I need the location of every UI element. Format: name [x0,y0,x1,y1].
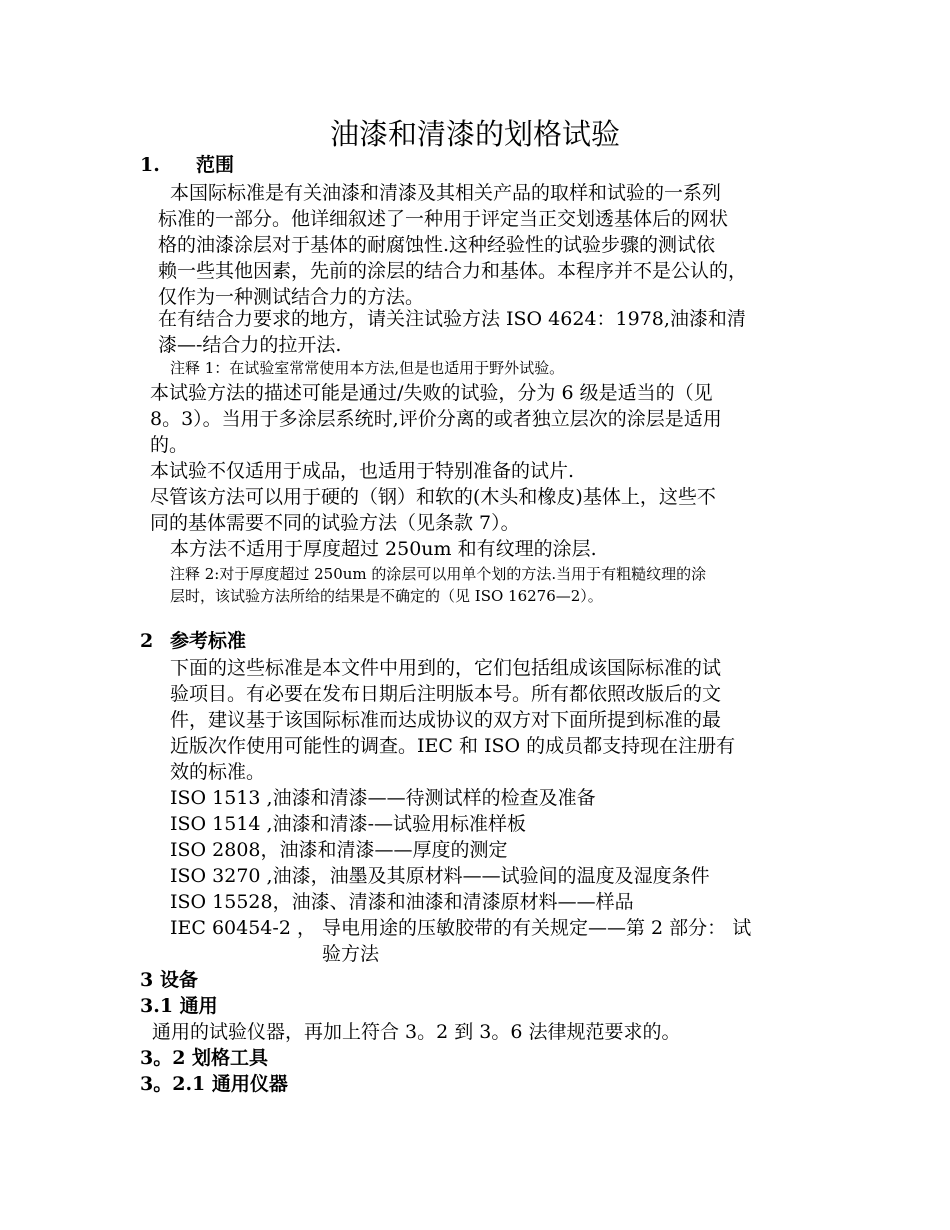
section1-number: 1. [140,154,160,176]
section1-para1-line: 本国际标准是有关油漆和清漆及其相关产品的取样和试验的一系列 [170,182,722,204]
section2-intro-line: 件，建议基于该国际标准而达成协议的双方对下面所提到标准的最 [170,709,722,731]
section1-note1: 注释 1：在试验室常常使用本方法,但是也适用于野外试验。 [170,359,565,377]
document-title: 油漆和清漆的划格试验 [329,117,620,151]
reference-item: ISO 1513 ,油漆和清漆——待测试样的检查及准备 [170,787,596,809]
section2-intro-line: 下面的这些标准是本文件中用到的，它们包括组成该国际标准的试 [170,657,722,679]
section2-number: 2 [140,630,154,652]
section1-note2-line: 注释 2:对于厚度超过 250um 的涂层可以用单个划的方法.当用于有粗糙纹理的涂 [170,565,707,583]
section1-para1-line: 格的油漆涂层对于基体的耐腐蚀性.这种经验性的试验步骤的测试依 [158,234,716,256]
section1-para1-line: 标准的一部分。他详细叙述了一种用于评定当正交划透基体后的网状 [158,208,729,230]
section1-para5-line: 同的基体需要不同的试验方法（见条款 7）。 [150,512,520,534]
section1-para6: 本方法不适用于厚度超过 250um 和有纹理的涂层. [170,538,597,560]
section1-para2-line: 在有结合力要求的地方，请关注试验方法 ISO 4624：1978,油漆和清 [158,308,746,330]
reference-item-continuation: 验方法 [322,943,380,965]
section1-para3-line: 8。3）。当用于多涂层系统时,评价分离的或者独立层次的涂层是适用 [150,408,722,430]
section1-heading: 范围 [196,154,235,176]
reference-item: ISO 15528，油漆、清漆和油漆和清漆原材料——样品 [170,891,634,913]
section3-heading: 3 设备 [140,969,198,991]
section1-para1-line: 仅作为一种测试结合力的方法。 [158,286,425,308]
section1-para1-line: 赖一些其他因素，先前的涂层的结合力和基体。本程序并不是公认的， [158,260,748,282]
reference-item: ISO 3270 ,油漆，油墨及其原材料——试验间的温度及湿度条件 [170,865,710,887]
section1-para2-line: 漆—-结合力的拉开法. [158,334,342,356]
section1-para5-line: 尽管该方法可以用于硬的（钢）和软的(木头和橡皮)基体上，这些不 [150,486,716,508]
reference-item: IEC 60454-2 ， 导电用途的压敏胶带的有关规定——第 2 部分： 试 [170,917,752,939]
section1-note2-line: 层时，该试验方法所给的结果是不确定的（见 ISO 16276—2）。 [170,587,603,605]
reference-item: ISO 1514 ,油漆和清漆-—试验用标准样板 [170,813,526,835]
reference-item: ISO 2808，油漆和清漆——厚度的测定 [170,839,508,861]
section1-para3-line: 本试验方法的描述可能是通过/失败的试验，分为 6 级是适当的（见 [150,382,713,404]
section2-intro-line: 近版次作使用可能性的调查。IEC 和 ISO 的成员都支持现在注册有 [170,735,736,757]
section2-intro-line: 验项目。有必要在发布日期后注明版本号。所有都依照改版后的文 [170,683,722,705]
section1-para4: 本试验不仅适用于成品，也适用于特别准备的试片. [150,460,575,482]
section2-intro-line: 效的标准。 [170,761,266,783]
section3-2-1-heading: 3。2.1 通用仪器 [140,1073,288,1095]
section2-heading: 参考标准 [170,630,247,652]
section3-2-heading: 3。2 划格工具 [140,1047,269,1069]
section3-1-text: 通用的试验仪器，再加上符合 3。2 到 3。6 法律规范要求的。 [152,1021,681,1043]
section1-para3-line: 的。 [150,434,189,456]
section3-1-heading: 3.1 通用 [140,995,218,1017]
